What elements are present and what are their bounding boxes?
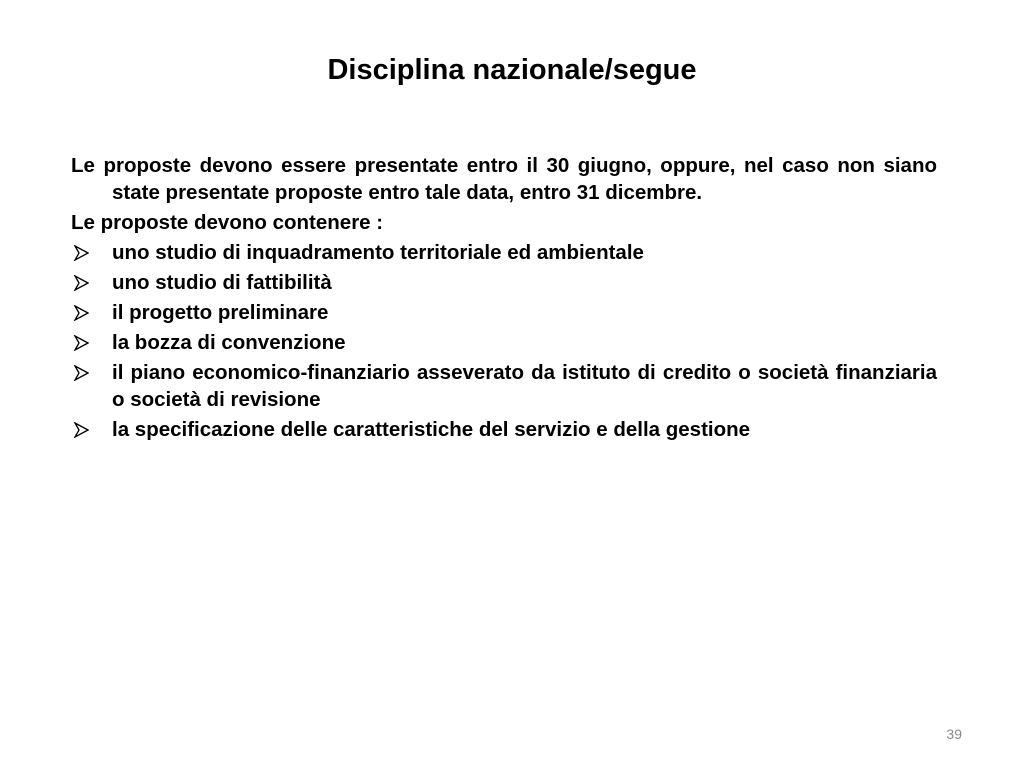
list-item-text: uno studio di fattibilità	[112, 271, 332, 294]
list-item	[71, 269, 937, 296]
list-item-text: il progetto preliminare	[112, 301, 329, 324]
arrow-bullet-icon	[73, 305, 89, 321]
arrow-bullet-icon	[73, 422, 89, 438]
list-item	[71, 416, 937, 443]
arrow-bullet-icon	[73, 365, 89, 381]
list-item	[71, 239, 937, 266]
slide-content	[71, 152, 937, 446]
slide-title: Disciplina nazionale/segue	[327, 54, 697, 86]
intro-paragraph: Le proposte devono essere presentate entro il 30 giugno, oppure, nel caso non siano state presentate proposte entro tale data, entro 31 dicembre.	[71, 154, 937, 204]
arrow-bullet-icon	[73, 245, 89, 261]
list-item	[71, 359, 937, 413]
arrow-bullet-icon	[73, 335, 89, 351]
list-item-text: la bozza di convenzione	[112, 331, 346, 354]
list-item-text: la specificazione delle caratteristiche del servizio e della gestione	[112, 418, 751, 441]
list-item-text: uno studio di inquadramento territoriale ed ambientale	[112, 241, 644, 264]
list-lead: Le proposte devono contenere :	[71, 211, 384, 234]
requirements-list	[71, 239, 937, 443]
list-item	[71, 299, 937, 326]
list-item	[71, 329, 937, 356]
arrow-bullet-icon	[73, 275, 89, 291]
page-number: 39	[946, 726, 962, 742]
list-item-text: il piano economico-finanziario asseverato da istituto di credito o società finanziaria o società di revisione	[112, 361, 937, 411]
